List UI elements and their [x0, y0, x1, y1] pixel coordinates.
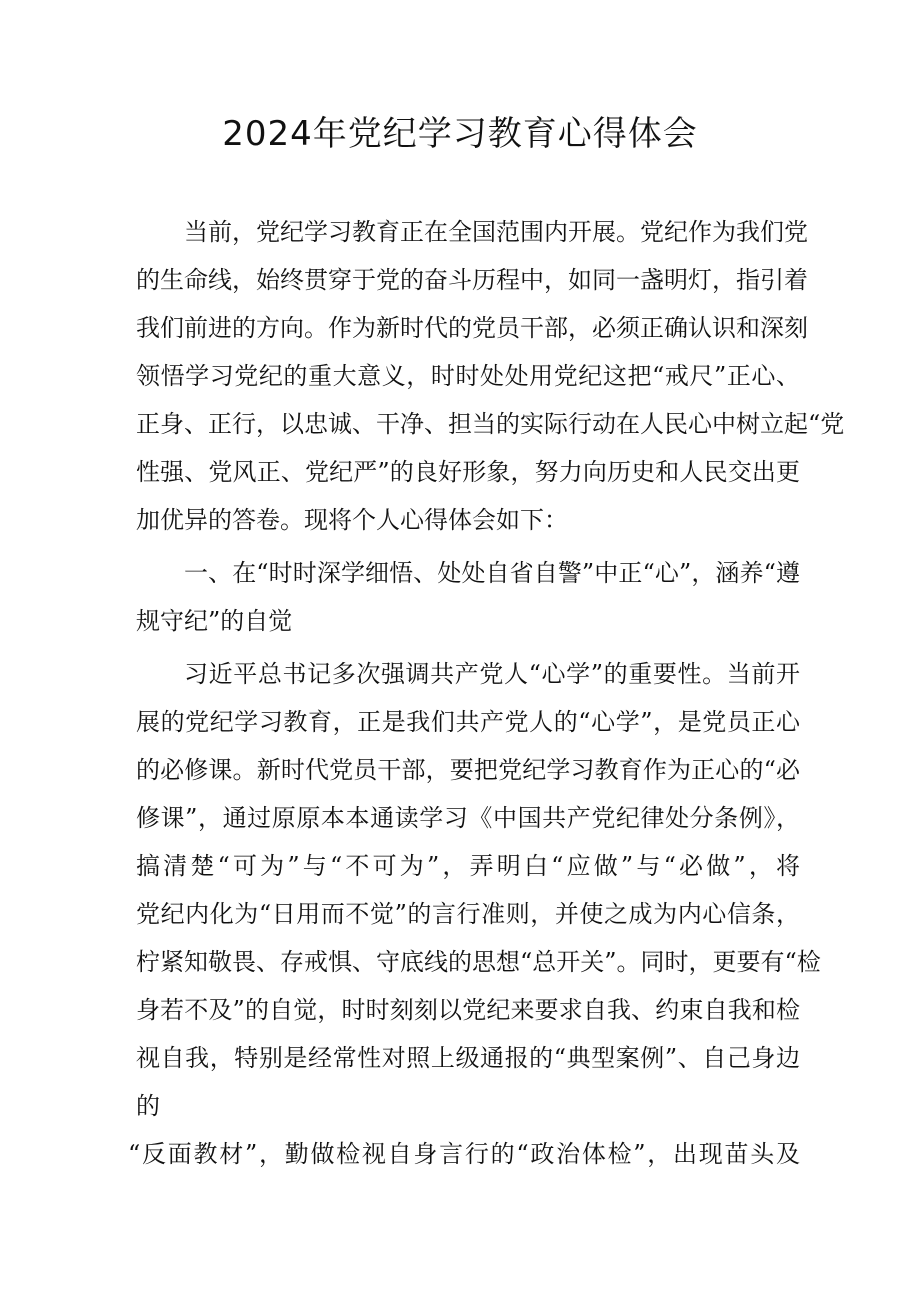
- paragraph-line: 修课”，通过原原本本通读学习《中国共产党纪律处分条例》，: [136, 804, 800, 832]
- paragraph-line: 性强、党风正、党纪严”的良好形象，努力向历史和人民交出更: [136, 458, 800, 486]
- paragraph-line: 柠紧知敬畏、存戒惧、守底线的思想“总开关”。同时，更要有“检: [136, 948, 821, 976]
- section-heading-line: 规守纪”的自觉: [136, 607, 293, 635]
- paragraph-line: 习近平总书记多次强调共产党人“心学”的重要性。当前开: [184, 660, 800, 688]
- section-heading-line: 一、在“时时深学细悟、处处自省自警”中正“心”，涵养“遵: [184, 559, 800, 587]
- paragraph-line: 的生命线，始终贯穿于党的奋斗历程中，如同一盏明灯，指引着: [136, 266, 808, 294]
- paragraph-line: 领悟学习党纪的重大意义，时时处处用党纪这把“戒尺”正心、: [136, 362, 800, 390]
- paragraph-line: 身若不及”的自觉，时时刻刻以党纪来要求自我、约束自我和检: [136, 996, 800, 1024]
- paragraph-line: 当前，党纪学习教育正在全国范围内开展。党纪作为我们党: [184, 218, 808, 246]
- paragraph-line: “反面教材”，勤做检视自身言行的“政治体检”，出现苗头及: [128, 1140, 800, 1168]
- paragraph-line: 加优异的答卷。现将个人心得体会如下：: [136, 506, 568, 534]
- paragraph-line: 党纪内化为“日用而不觉”的言行准则，并使之成为内心信条，: [136, 900, 800, 928]
- paragraph-line: 的: [136, 1092, 160, 1120]
- document-title: 2024年党纪学习教育心得体会: [222, 114, 698, 154]
- paragraph-line: 搞清楚“可为”与“不可为”，弄明白“应做”与“必做”，将: [136, 852, 800, 880]
- paragraph-line: 正身、正行，以忠诚、干净、担当的实际行动在人民心中树立起“党: [136, 410, 845, 438]
- paragraph-line: 视自我，特别是经常性对照上级通报的“典型案例”、自己身边: [136, 1044, 800, 1072]
- paragraph-line: 展的党纪学习教育，正是我们共产党人的“心学”，是党员正心: [136, 708, 800, 736]
- paragraph-line: 我们前进的方向。作为新时代的党员干部，必须正确认识和深刻: [136, 314, 808, 342]
- paragraph-line: 的必修课。新时代党员干部，要把党纪学习教育作为正心的“必: [136, 756, 800, 784]
